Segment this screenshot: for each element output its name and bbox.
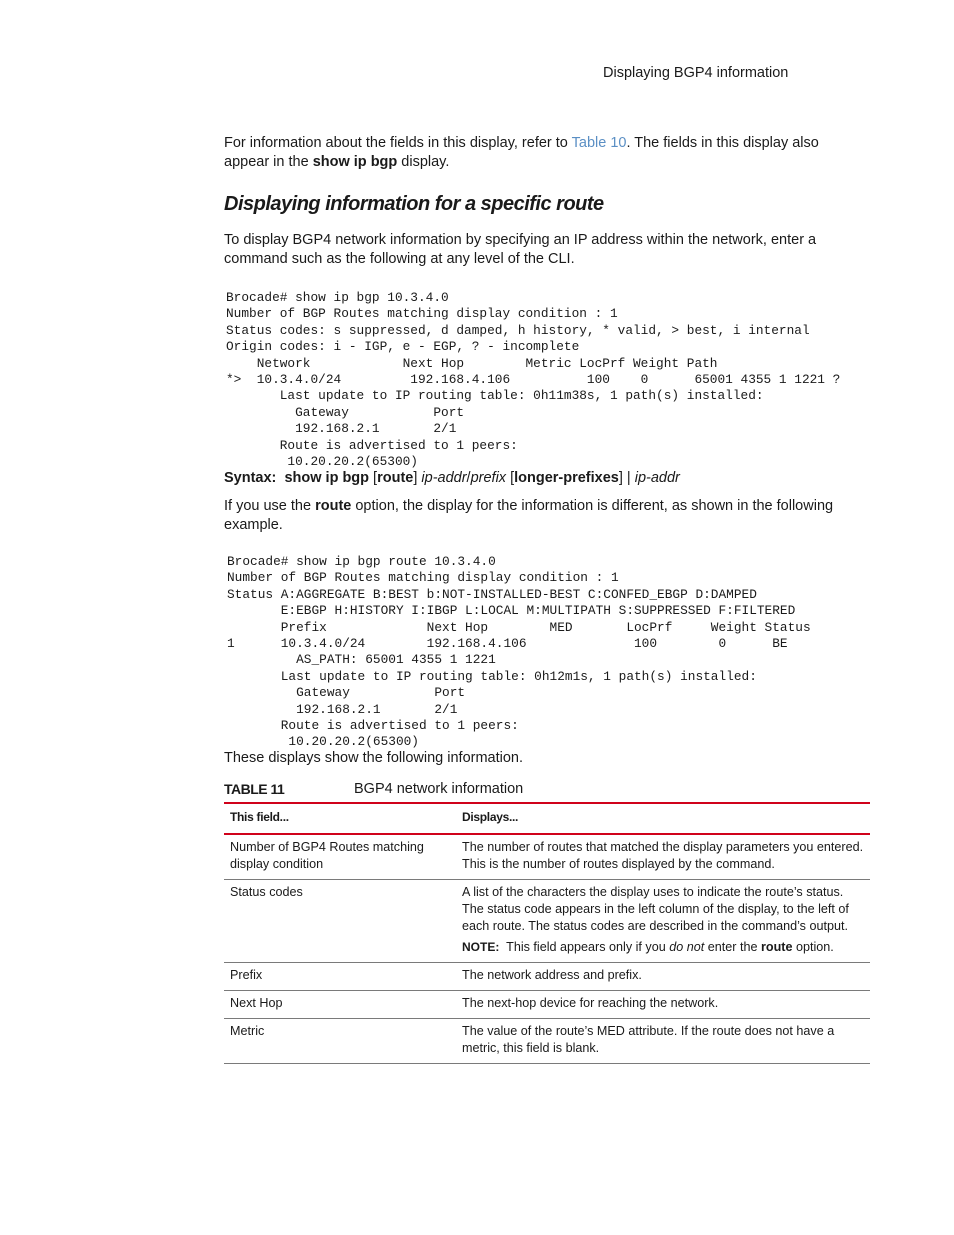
cli-example-show-ip-bgp: Brocade# show ip bgp 10.3.4.0 Number of BGP Routes matching display condition : 1 Status codes: s suppressed, d damped, h history, * valid, > best, i internal Origin codes: i - IGP, e - EGP, ? - incomplete Network Next Hop Metric LocPrf Weight Path *> 10.3.4.0/24 192.168.4.106 100 0 65001 4355 1 1221 ? Last update to IP routing table: 0h11m38s, 1 path(s) installed: Gateway Port 192.168.2.1 2/1 Route is advertised to 1 peers: 10.20.20.2(65300) <box>226 290 841 470</box>
syntax-label: Syntax: <box>224 470 277 486</box>
syntax-prefix: prefix <box>470 470 507 486</box>
field-cell: Prefix <box>224 963 456 991</box>
table-note <box>462 939 864 956</box>
syntax-bracket: ] <box>413 470 422 486</box>
table-row <box>224 880 870 963</box>
field-cell: Status codes <box>224 880 456 963</box>
description-cell <box>456 880 870 963</box>
note-emphasis: do not <box>669 940 705 954</box>
table-row <box>224 963 870 991</box>
description-text: A list of the characters the display uses to indicate the route’s status. The status code appears in the left column of the display, to the left of each route. The status codes are described in the command’s output. <box>462 885 849 933</box>
syntax-route-keyword: route <box>377 470 414 486</box>
field-cell: Metric <box>224 1019 456 1064</box>
cli-example-show-ip-bgp-route: Brocade# show ip bgp route 10.3.4.0 Number of BGP Routes matching display condition : 1 Status A:AGGREGATE B:BEST b:NOT-INSTALLED-BEST C:CONFED_EBGP D:DAMPED E:EBGP H:HISTORY I:IBGP L:LOCAL M:MULTIPATH S:SUPPRESSED F:FILTERED Prefix Next Hop MED LocPrf Weight Status 1 10.3.4.0/24 192.168.4.106 100 0 BE AS_PATH: 65001 4355 1 1221 Last update to IP routing table: 0h12m1s, 1 path(s) installed: Gateway Port 192.168.2.1 2/1 Route is advertised to 1 peers: 10.20.20.2(65300) <box>227 554 811 750</box>
intro-paragraph <box>224 134 864 172</box>
intro-text: display. <box>397 154 450 170</box>
these-displays-paragraph: These displays show the following information. <box>224 750 524 766</box>
syntax-ip-addr: ip-addr <box>421 470 467 486</box>
table-row <box>224 834 870 880</box>
route-option-paragraph <box>224 497 864 535</box>
description-cell: The value of the route’s MED attribute. If the route does not have a metric, this field is blank. <box>456 1019 870 1064</box>
table-10-link[interactable]: Table 10 <box>571 135 627 151</box>
syntax-ip-addr-alt: ip-addr <box>634 470 680 486</box>
route-keyword: route <box>315 498 352 514</box>
table-caption <box>224 781 524 798</box>
syntax-command: show ip bgp <box>284 470 370 486</box>
table-title: BGP4 network information <box>354 781 524 797</box>
table-number: TABLE 11 <box>224 781 285 797</box>
bgp4-network-info-table <box>224 802 870 1064</box>
field-cell: Next Hop <box>224 991 456 1019</box>
description-cell: The next-hop device for reaching the network. <box>456 991 870 1019</box>
column-header-displays: Displays... <box>456 803 870 834</box>
route-para-text: option, the display for the information is different, as shown in the following example. <box>224 498 834 533</box>
note-text: option. <box>792 940 834 954</box>
intro-text: For information about the fields in this display, refer to <box>224 135 572 151</box>
syntax-slash: / <box>466 470 471 486</box>
table-row <box>224 1019 870 1064</box>
intro-text: . The fields in this display also appear in the <box>224 135 819 170</box>
route-para-text: If you use the <box>224 498 316 514</box>
note-route-keyword: route <box>760 940 793 954</box>
section-paragraph: To display BGP4 network information by specifying an IP address within the network, enter a command such as the following at any level of the CLI. <box>224 232 817 267</box>
table-row <box>224 991 870 1019</box>
description-cell: The network address and prefix. <box>456 963 870 991</box>
note-label: NOTE: <box>462 940 500 954</box>
syntax-longer-prefixes: longer-prefixes <box>514 470 619 486</box>
note-text: enter the <box>704 940 761 954</box>
page-header-title: Displaying BGP4 information <box>603 65 789 81</box>
column-header-field: This field... <box>224 803 456 834</box>
syntax-bracket: [ <box>369 470 378 486</box>
syntax-line <box>224 470 680 486</box>
syntax-bracket: ] | <box>618 470 635 486</box>
show-ip-bgp-command: show ip bgp <box>312 154 398 170</box>
description-cell: The number of routes that matched the display parameters you entered. This is the number of routes displayed by the command. <box>456 834 870 880</box>
field-cell: Number of BGP4 Routes matching display condition <box>224 834 456 880</box>
table-header-row <box>224 803 870 834</box>
note-text: This field appears only if you <box>506 940 670 954</box>
syntax-bracket: [ <box>506 470 515 486</box>
section-heading: Displaying information for a specific route <box>224 193 604 215</box>
